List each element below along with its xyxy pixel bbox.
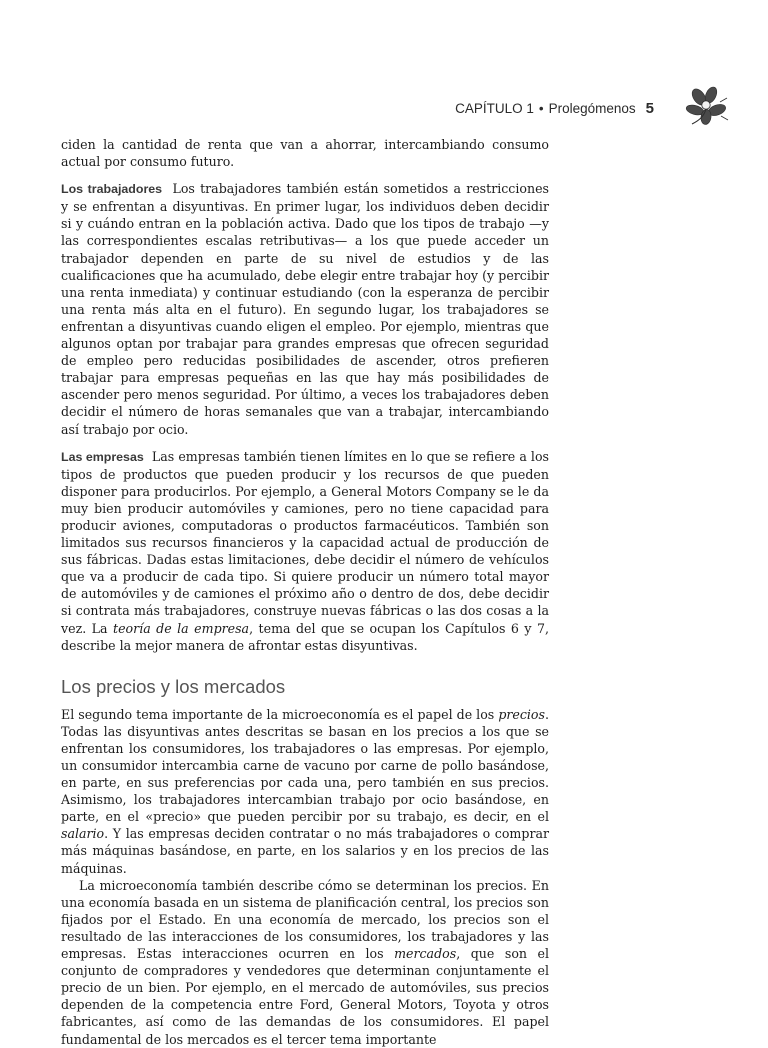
firms-emphasis: teoría de la empresa bbox=[113, 620, 250, 636]
header-separator: • bbox=[538, 101, 544, 116]
prices-text-a: El segundo tema importante de la microeconomía es el papel de los bbox=[61, 706, 495, 722]
firms-text-a: Las empresas también tienen límites en lo que se refiere a los tipos de productos que pueden producir y los recursos de que pueden disponer para producirlos. Por ejemplo, a General Motors Company se le da muy bien producir automóviles y camiones, pero no tiene capacidad para producir aviones, computadoras o productos farmacéuticos. También son limitados sus recursos financieros y la capacidad actual de producción de sus fábricas. Dadas estas limitaciones, debe decidir el número de vehículos que va a producir de cada tipo. Si quiere producir un número total mayor de automóviles y de camiones el próximo año o dentro de dos, debe decidir si contrata más trabajadores, construye nuevas fábricas o las dos cosas a la vez. La bbox=[61, 448, 549, 636]
workers-text: Los trabajadores también están sometidos a restricciones y se enfrentan a disyuntivas. En primer lugar, los individuos deben decidir si y cuándo entran en la población activa. Dado que los tipos de trabajo —y las correspondientes escalas retributivas— a los que puede acceder un trabajador dependen en parte de su nivel de estudios y de las cualificaciones que ha acumulado, debe elegir entre trabajar hoy (y percibir una renta inmediata) y continuar estudiando (con la esperanza de percibir una renta más alta en el futuro). En segundo lugar, los trabajadores se enfrentan a disyuntivas cuando eligen el empleo. Por ejemplo, mientras que algunos optan por trabajar para grandes empresas que ofrecen seguridad de empleo pero reducidas posibilidades de ascender, otros prefieren trabajar para empresas pequeñas en las que hay más posibilidades de ascender pero menos seguridad. Por último, a veces los trabajadores deben decidir el número de horas semanales que van a trabajar, intercambiando así trabajo por ocio. bbox=[61, 181, 549, 437]
page-number: 5 bbox=[645, 100, 654, 117]
chapter-title: Prolegómenos bbox=[548, 101, 636, 116]
page-body bbox=[61, 136, 549, 1048]
paragraph-workers bbox=[61, 180, 549, 437]
prices-text-c: . Y las empresas deciden contratar o no más trabajadores o comprar más máquinas basándose, en parte, en los salarios y en los precios de las máquinas. bbox=[61, 826, 549, 876]
paragraph-prices bbox=[61, 706, 549, 877]
markets-text-a: La microeconomía también describe cómo se determinan los precios. En una economía basada en un sistema de planificación central, los precios son fijados por el Estado. En una economía de mercado, los precios son el resultado de las interacciones de los consumidores, los trabajadores y las empresas. Estas interacciones ocurren en los bbox=[61, 877, 549, 962]
markets-text-b: , que son el conjunto de compradores y vendedores que determinan conjuntamente el precio de un bien. Por ejemplo, en el mercado de automóviles, sus precios dependen de la competencia entre Ford, General Motors, Toyota y otros fabricantes, así como de las demandas de los consumidores. El papel fundamental de los mercados es el tercer tema importante bbox=[61, 946, 550, 1047]
paragraph-continuation: ciden la cantidad de renta que van a ahorrar, intercambiando consumo actual por consumo futuro. bbox=[61, 137, 549, 170]
paragraph-firms bbox=[61, 448, 549, 654]
runin-heading-workers: Los trabajadores bbox=[61, 182, 163, 197]
chapter-label: CAPÍTULO 1 bbox=[455, 101, 534, 116]
prices-emphasis-2: salario bbox=[61, 826, 105, 842]
firms-text-b: , tema del que se ocupan los Capítulos 6 y 7, describe la mejor manera de afrontar estas disyuntivas. bbox=[61, 620, 549, 653]
flower-ornament-icon bbox=[684, 86, 730, 126]
section-title: Los precios y los mercados bbox=[61, 675, 286, 697]
runin-heading-firms: Las empresas bbox=[61, 449, 144, 464]
running-header bbox=[455, 100, 654, 117]
prices-text-b: . Todas las disyuntivas antes descritas se basan en los precios a los que se enfrentan los consumidores, los trabajadores o las empresas. Por ejemplo, un consumidor intercambia carne de vacuno por carne de pollo basándose, en parte, en sus preferencias por cada una, pero también en sus precios. Asimismo, los trabajadores intercambian trabajo por ocio basándose, en parte, en el «precio» que pueden percibir por su trabajo, es decir, en el bbox=[61, 706, 549, 825]
markets-emphasis: mercados bbox=[394, 946, 457, 962]
prices-emphasis-1: precios bbox=[498, 706, 545, 722]
paragraph-markets bbox=[61, 877, 549, 1048]
